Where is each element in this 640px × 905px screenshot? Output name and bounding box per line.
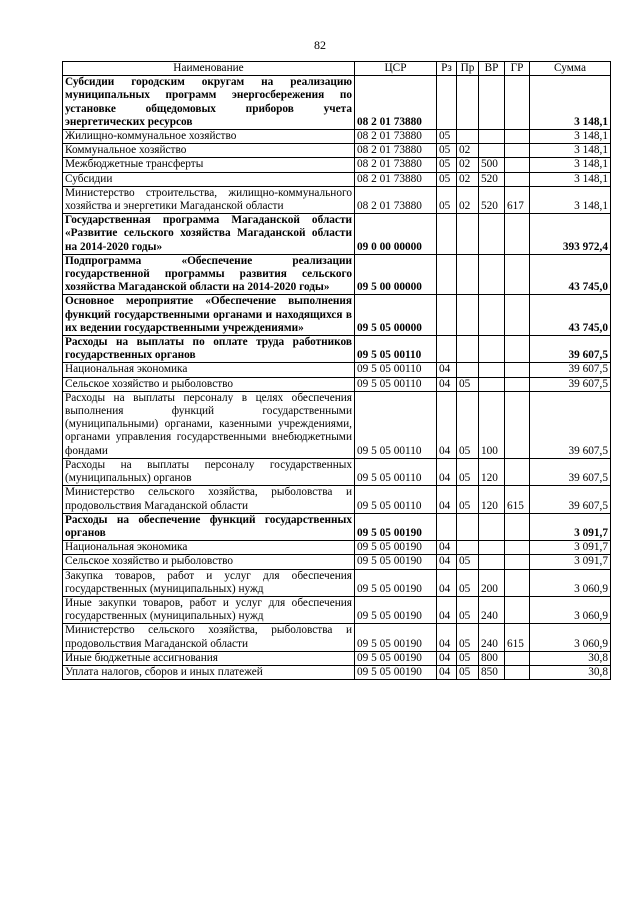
cell-sum: 39 607,5: [530, 486, 611, 513]
cell-pr: 05: [457, 596, 479, 623]
cell-vr: [479, 377, 505, 391]
header-rz: Рз: [437, 62, 457, 76]
cell-rz: 04: [437, 569, 457, 596]
cell-csr: 09 5 05 00110: [355, 486, 437, 513]
table-row: [63, 391, 611, 458]
cell-gr: [505, 596, 530, 623]
header-name: Наименование: [63, 62, 355, 76]
cell-gr: [505, 651, 530, 665]
cell-vr: 800: [479, 651, 505, 665]
cell-sum: 43 745,0: [530, 254, 611, 295]
cell-sum: 3 148,1: [530, 130, 611, 144]
cell-name: Жилищно-коммунальное хозяйство: [63, 130, 355, 144]
cell-vr: [479, 254, 505, 295]
cell-gr: [505, 158, 530, 172]
table-row: [63, 377, 611, 391]
table-row: [63, 513, 611, 540]
cell-pr: 02: [457, 144, 479, 158]
cell-csr: 09 5 05 00190: [355, 513, 437, 540]
table-row: [63, 336, 611, 363]
cell-vr: [479, 144, 505, 158]
cell-vr: [479, 541, 505, 555]
cell-sum: 3 148,1: [530, 144, 611, 158]
table-row: [63, 624, 611, 651]
cell-vr: [479, 130, 505, 144]
cell-vr: [479, 214, 505, 255]
cell-sum: 3 148,1: [530, 186, 611, 213]
table-row: [63, 363, 611, 377]
cell-pr: [457, 336, 479, 363]
cell-name: Министерство сельского хозяйства, рыболовства и продовольствия Магаданской области: [63, 486, 355, 513]
cell-csr: 09 5 05 00190: [355, 541, 437, 555]
cell-rz: 04: [437, 665, 457, 679]
cell-name: Национальная экономика: [63, 363, 355, 377]
cell-sum: 39 607,5: [530, 391, 611, 458]
cell-pr: [457, 76, 479, 130]
table-row: [63, 254, 611, 295]
header-gr: ГР: [505, 62, 530, 76]
cell-pr: [457, 130, 479, 144]
cell-rz: [437, 254, 457, 295]
header-pr: Пр: [457, 62, 479, 76]
cell-gr: [505, 555, 530, 569]
cell-csr: 09 5 05 00110: [355, 363, 437, 377]
cell-pr: [457, 541, 479, 555]
cell-sum: 39 607,5: [530, 458, 611, 485]
cell-gr: [505, 130, 530, 144]
cell-pr: 05: [457, 569, 479, 596]
cell-csr: 09 5 05 00190: [355, 596, 437, 623]
cell-name: Субсидии городским округам на реализацию муниципальных программ энергосбережения по установке общедомовых приборов учета энергетических ресурсов: [63, 76, 355, 130]
cell-sum: 39 607,5: [530, 363, 611, 377]
cell-csr: 08 2 01 73880: [355, 130, 437, 144]
cell-name: Министерство сельского хозяйства, рыболовства и продовольствия Магаданской области: [63, 624, 355, 651]
page-number: 82: [314, 38, 326, 52]
cell-gr: 617: [505, 186, 530, 213]
cell-rz: 04: [437, 555, 457, 569]
cell-name: Расходы на выплаты персоналу в целях обеспечения выполнения функций государственными (муниципальными) органами, казенными учреждениями, органами управления государственными внебюджетными фондами: [63, 391, 355, 458]
cell-gr: [505, 214, 530, 255]
cell-rz: 05: [437, 158, 457, 172]
header-csr: ЦСР: [355, 62, 437, 76]
table-row: [63, 295, 611, 336]
table-row: [63, 186, 611, 213]
cell-rz: 04: [437, 651, 457, 665]
cell-pr: 05: [457, 391, 479, 458]
table-header-row: [63, 62, 611, 76]
cell-sum: 3 091,7: [530, 513, 611, 540]
cell-rz: 04: [437, 391, 457, 458]
cell-rz: 04: [437, 596, 457, 623]
cell-gr: 615: [505, 624, 530, 651]
cell-pr: 05: [457, 624, 479, 651]
cell-rz: 05: [437, 130, 457, 144]
cell-rz: [437, 76, 457, 130]
cell-vr: [479, 363, 505, 377]
cell-csr: 08 2 01 73880: [355, 144, 437, 158]
cell-gr: [505, 254, 530, 295]
table-row: [63, 665, 611, 679]
cell-vr: 100: [479, 391, 505, 458]
cell-sum: 3 091,7: [530, 541, 611, 555]
cell-gr: [505, 363, 530, 377]
cell-name: Расходы на обеспечение функций государственных органов: [63, 513, 355, 540]
cell-rz: 04: [437, 541, 457, 555]
cell-pr: 05: [457, 486, 479, 513]
cell-rz: 04: [437, 624, 457, 651]
cell-rz: 05: [437, 186, 457, 213]
cell-vr: 120: [479, 486, 505, 513]
cell-name: Иные бюджетные ассигнования: [63, 651, 355, 665]
cell-sum: 3 060,9: [530, 624, 611, 651]
cell-csr: 09 0 00 00000: [355, 214, 437, 255]
cell-rz: 04: [437, 363, 457, 377]
cell-pr: [457, 295, 479, 336]
cell-gr: [505, 377, 530, 391]
cell-gr: [505, 458, 530, 485]
cell-gr: [505, 513, 530, 540]
table-row: [63, 144, 611, 158]
cell-name: Иные закупки товаров, работ и услуг для обеспечения государственных (муниципальных) нужд: [63, 596, 355, 623]
cell-sum: 39 607,5: [530, 377, 611, 391]
cell-csr: 08 2 01 73880: [355, 76, 437, 130]
cell-pr: 02: [457, 172, 479, 186]
table-row: [63, 486, 611, 513]
cell-name: Государственная программа Магаданской области «Развитие сельского хозяйства Магаданской области на 2014-2020 годы»: [63, 214, 355, 255]
table-row: [63, 651, 611, 665]
cell-csr: 09 5 05 00110: [355, 458, 437, 485]
cell-name: Закупка товаров, работ и услуг для обеспечения государственных (муниципальных) нужд: [63, 569, 355, 596]
table-row: [63, 596, 611, 623]
cell-rz: 04: [437, 458, 457, 485]
cell-gr: [505, 144, 530, 158]
cell-csr: 09 5 05 00190: [355, 569, 437, 596]
cell-sum: 393 972,4: [530, 214, 611, 255]
cell-name: Сельское хозяйство и рыболовство: [63, 377, 355, 391]
cell-gr: [505, 569, 530, 596]
cell-pr: 05: [457, 555, 479, 569]
cell-csr: 09 5 05 00190: [355, 651, 437, 665]
cell-name: Субсидии: [63, 172, 355, 186]
cell-name: Расходы на выплаты по оплате труда работников государственных органов: [63, 336, 355, 363]
cell-vr: 120: [479, 458, 505, 485]
cell-csr: 09 5 05 00190: [355, 665, 437, 679]
table-row: [63, 130, 611, 144]
cell-csr: 09 5 05 00110: [355, 377, 437, 391]
cell-csr: 09 5 05 00190: [355, 624, 437, 651]
cell-sum: 3 148,1: [530, 76, 611, 130]
cell-csr: 09 5 05 00110: [355, 336, 437, 363]
cell-sum: 30,8: [530, 651, 611, 665]
table-row: [63, 555, 611, 569]
cell-vr: 240: [479, 624, 505, 651]
cell-name: Уплата налогов, сборов и иных платежей: [63, 665, 355, 679]
cell-vr: 520: [479, 172, 505, 186]
cell-rz: [437, 513, 457, 540]
budget-table: [62, 61, 611, 680]
table-row: [63, 541, 611, 555]
cell-csr: 09 5 05 00110: [355, 391, 437, 458]
cell-pr: 05: [457, 651, 479, 665]
cell-sum: 3 148,1: [530, 158, 611, 172]
cell-vr: 850: [479, 665, 505, 679]
cell-pr: [457, 513, 479, 540]
cell-rz: [437, 295, 457, 336]
cell-gr: 615: [505, 486, 530, 513]
table-row: [63, 172, 611, 186]
cell-vr: 500: [479, 158, 505, 172]
cell-pr: 02: [457, 186, 479, 213]
cell-pr: 02: [457, 158, 479, 172]
cell-name: Сельское хозяйство и рыболовство: [63, 555, 355, 569]
cell-vr: [479, 555, 505, 569]
cell-name: Межбюджетные трансферты: [63, 158, 355, 172]
cell-vr: [479, 513, 505, 540]
cell-rz: [437, 336, 457, 363]
cell-pr: [457, 254, 479, 295]
cell-name: Национальная экономика: [63, 541, 355, 555]
table-row: [63, 458, 611, 485]
cell-csr: 09 5 00 00000: [355, 254, 437, 295]
cell-sum: 3 091,7: [530, 555, 611, 569]
cell-name: Министерство строительства, жилищно-коммунального хозяйства и энергетики Магаданской области: [63, 186, 355, 213]
cell-rz: 04: [437, 377, 457, 391]
cell-vr: [479, 295, 505, 336]
table-body: [63, 76, 611, 680]
table-row: [63, 214, 611, 255]
cell-csr: 09 5 05 00000: [355, 295, 437, 336]
cell-vr: 200: [479, 569, 505, 596]
cell-gr: [505, 295, 530, 336]
cell-rz: 05: [437, 144, 457, 158]
header-vr: ВР: [479, 62, 505, 76]
cell-gr: [505, 172, 530, 186]
cell-gr: [505, 391, 530, 458]
cell-gr: [505, 76, 530, 130]
cell-sum: 3 060,9: [530, 596, 611, 623]
cell-rz: 04: [437, 486, 457, 513]
cell-csr: 09 5 05 00190: [355, 555, 437, 569]
table-row: [63, 158, 611, 172]
table-row: [63, 569, 611, 596]
cell-sum: 39 607,5: [530, 336, 611, 363]
cell-rz: 05: [437, 172, 457, 186]
cell-pr: [457, 214, 479, 255]
cell-pr: 05: [457, 458, 479, 485]
cell-name: Подпрограмма «Обеспечение реализации государственной программы развития сельского хозяйства Магаданской области на 2014-2020 годы»: [63, 254, 355, 295]
cell-vr: 520: [479, 186, 505, 213]
cell-rz: [437, 214, 457, 255]
header-sum: Сумма: [530, 62, 611, 76]
cell-sum: 43 745,0: [530, 295, 611, 336]
cell-name: Коммунальное хозяйство: [63, 144, 355, 158]
cell-csr: 08 2 01 73880: [355, 158, 437, 172]
cell-pr: [457, 363, 479, 377]
cell-vr: 240: [479, 596, 505, 623]
cell-sum: 30,8: [530, 665, 611, 679]
cell-pr: 05: [457, 377, 479, 391]
cell-name: Расходы на выплаты персоналу государственных (муниципальных) органов: [63, 458, 355, 485]
cell-csr: 08 2 01 73880: [355, 172, 437, 186]
cell-name: Основное мероприятие «Обеспечение выполнения функций государственными органами и находящихся в их ведении государственными учреждениями»: [63, 295, 355, 336]
cell-vr: [479, 336, 505, 363]
cell-gr: [505, 541, 530, 555]
cell-sum: 3 060,9: [530, 569, 611, 596]
cell-vr: [479, 76, 505, 130]
cell-gr: [505, 665, 530, 679]
table-row: [63, 76, 611, 130]
cell-sum: 3 148,1: [530, 172, 611, 186]
cell-gr: [505, 336, 530, 363]
cell-csr: 08 2 01 73880: [355, 186, 437, 213]
cell-pr: 05: [457, 665, 479, 679]
